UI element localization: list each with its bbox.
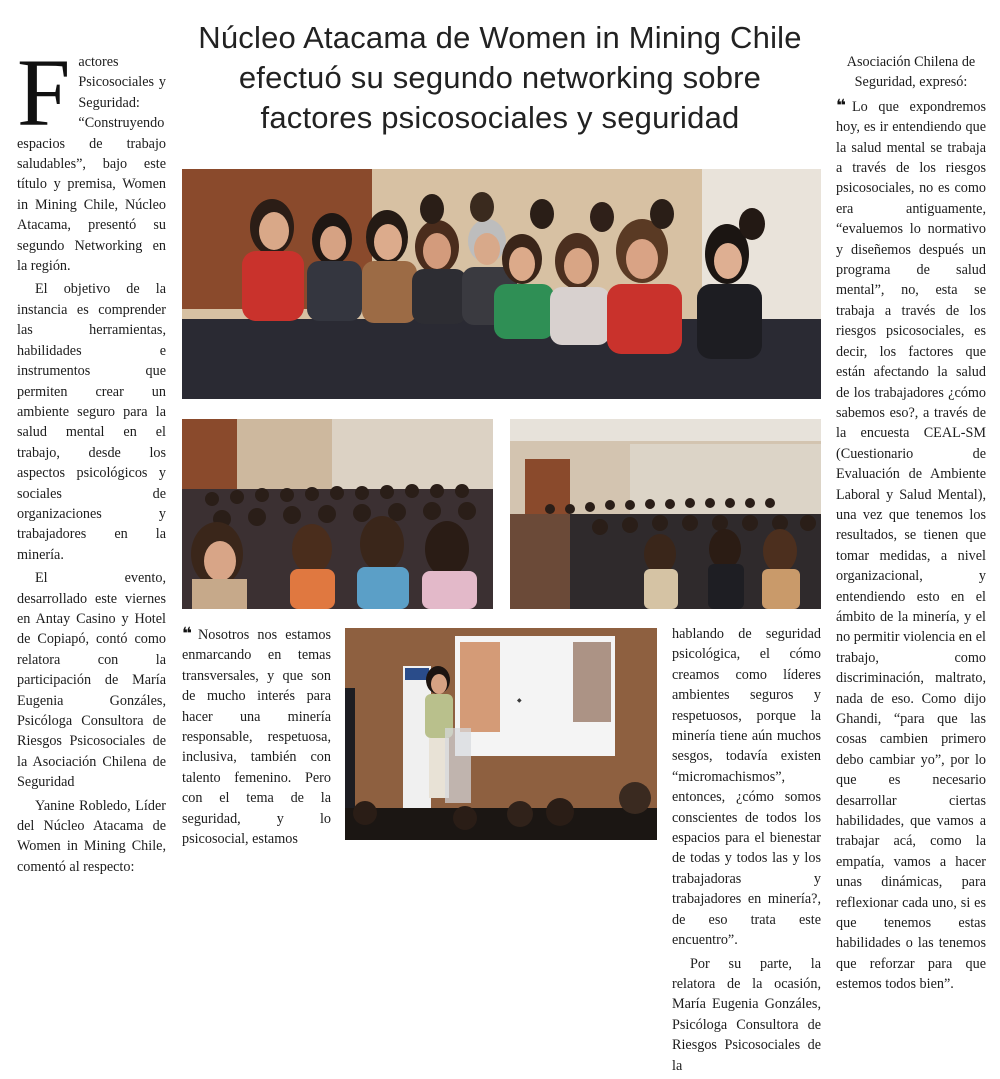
photo-audience-room-right: [510, 419, 821, 609]
col4-p1-text: Lo que expondremos hoy, es ir entendiendo que la salud mental se trabaja a través de los riesgos psicosociales, no es como era antiguamente, “evaluemos lo normativo y diseñemos después un programa de salud mental”, no, esta se trabaja a través de los riesgos psicosociales, es decir, los factores que están afectando la salud de los trabajadores ¿cómo sabemos eso?, a través de la encuesta CEAL-SM (Cuestionario de Evaluación de Ambiente Laboral y Salud Mental), una vez que tenemos los resultados, se tienen que tomar medidas, a nivel organizacional, y entendiendo esto en el ámbito de la minería, y el no permitir violencia en el trabajo, como discriminación, maltrato, nada de eso. Como dijo Ghandi, “para que las cosas cambien primero debo cambiar yo”, por lo que es necesario desarrollar ciertas habilidades, que vamos a trabajar acá, como la empatía, vamos a hacer unas dinámicas, para reflexionar cada uno, si es que tenemos estas habilidades o las tenemos que reforzar para que estemos todos bien”.: [836, 98, 986, 993]
photo-speaker-presentation-art: [345, 628, 657, 840]
photo-audience-front-row-art: [182, 169, 821, 399]
col1-paragraph-2: El objetivo de la instancia es comprender las herramientas, habilidades e instrumentos que permiten crear un ambiente seguro para la salud mental en el trabajo, desde los aspectos psicológicos y sociales de organizaciones y trabajadores en la minería.: [17, 281, 166, 563]
col4-paragraph-1: [836, 96, 986, 995]
photo-audience-room-left-art: [182, 419, 493, 609]
col1-paragraph-1: [17, 39, 166, 276]
column-1: [17, 39, 166, 880]
col1-paragraph-3: El evento, desarrollado este viernes en Antay Casino y Hotel de Copiapó, contó como relatora con la participación de María Eugenia Gonzáles, Psicóloga Consultora de Riesgos Psicosociales de la Asociación Chilena de Seguridad: [17, 570, 166, 791]
photo-speaker-presentation: [345, 628, 657, 840]
column-4: [836, 52, 986, 998]
col1-p1-text: actores Psicosociales y Seguridad: “Construyendo espacios de trabajo saludables”, bajo este título y premisa, Women in Mining Chile, Núcleo Atacama, presentó su segundo Networking en la región.: [17, 54, 166, 275]
col3-paragraph-2: Por su parte, la relatora de la ocasión, María Eugenia Gonzáles, Psicóloga Consultora de Riesgos Psicosociales de la: [672, 955, 821, 1074]
col4-paragraph-0: Asociación Chilena de Seguridad, expresó:: [846, 54, 976, 91]
quote-icon-2: ❝: [836, 95, 846, 116]
col2-p1-text: Nosotros nos estamos enmarcando en temas transversales, y que son de mucho interés para hacer una minería responsable, respetuosa, inclusiva, también con talento femenino. Pero con el tema de la seguridad, y lo psicosocial, estamos: [182, 627, 331, 848]
headline: Núcleo Atacama de Women in Mining Chile efectuó su segundo networking sobre factores psicosociales y seguridad: [198, 20, 802, 135]
photo-audience-room-left: [182, 419, 493, 609]
col2-paragraph-1: [182, 624, 331, 849]
quote-icon: ❝: [182, 624, 192, 644]
screen-logo-text: ◆: [517, 698, 522, 704]
column-2: [182, 624, 331, 852]
col3-paragraph-1: hablando de seguridad psicológica, el cómo creamos como líderes ambientes seguros y respetuosos, porque la minería tiene aún muchos sesgos, todavía existen “micromachismos”, entonces, ¿cómo somos conscientes de todos los espacios para el bienestar de todas y todos las y los trabajadoras y trabajadores en minería?, de eso trata este encuentro”.: [672, 626, 821, 949]
drop-cap: F: [17, 39, 71, 146]
photo-audience-room-right-art: [510, 419, 821, 609]
col1-paragraph-4: Yanine Robledo, Líder del Núcleo Atacama de Women in Mining Chile, comentó al respecto:: [17, 797, 166, 875]
column-3: [672, 624, 821, 1079]
photo-audience-front-row: [182, 169, 821, 399]
